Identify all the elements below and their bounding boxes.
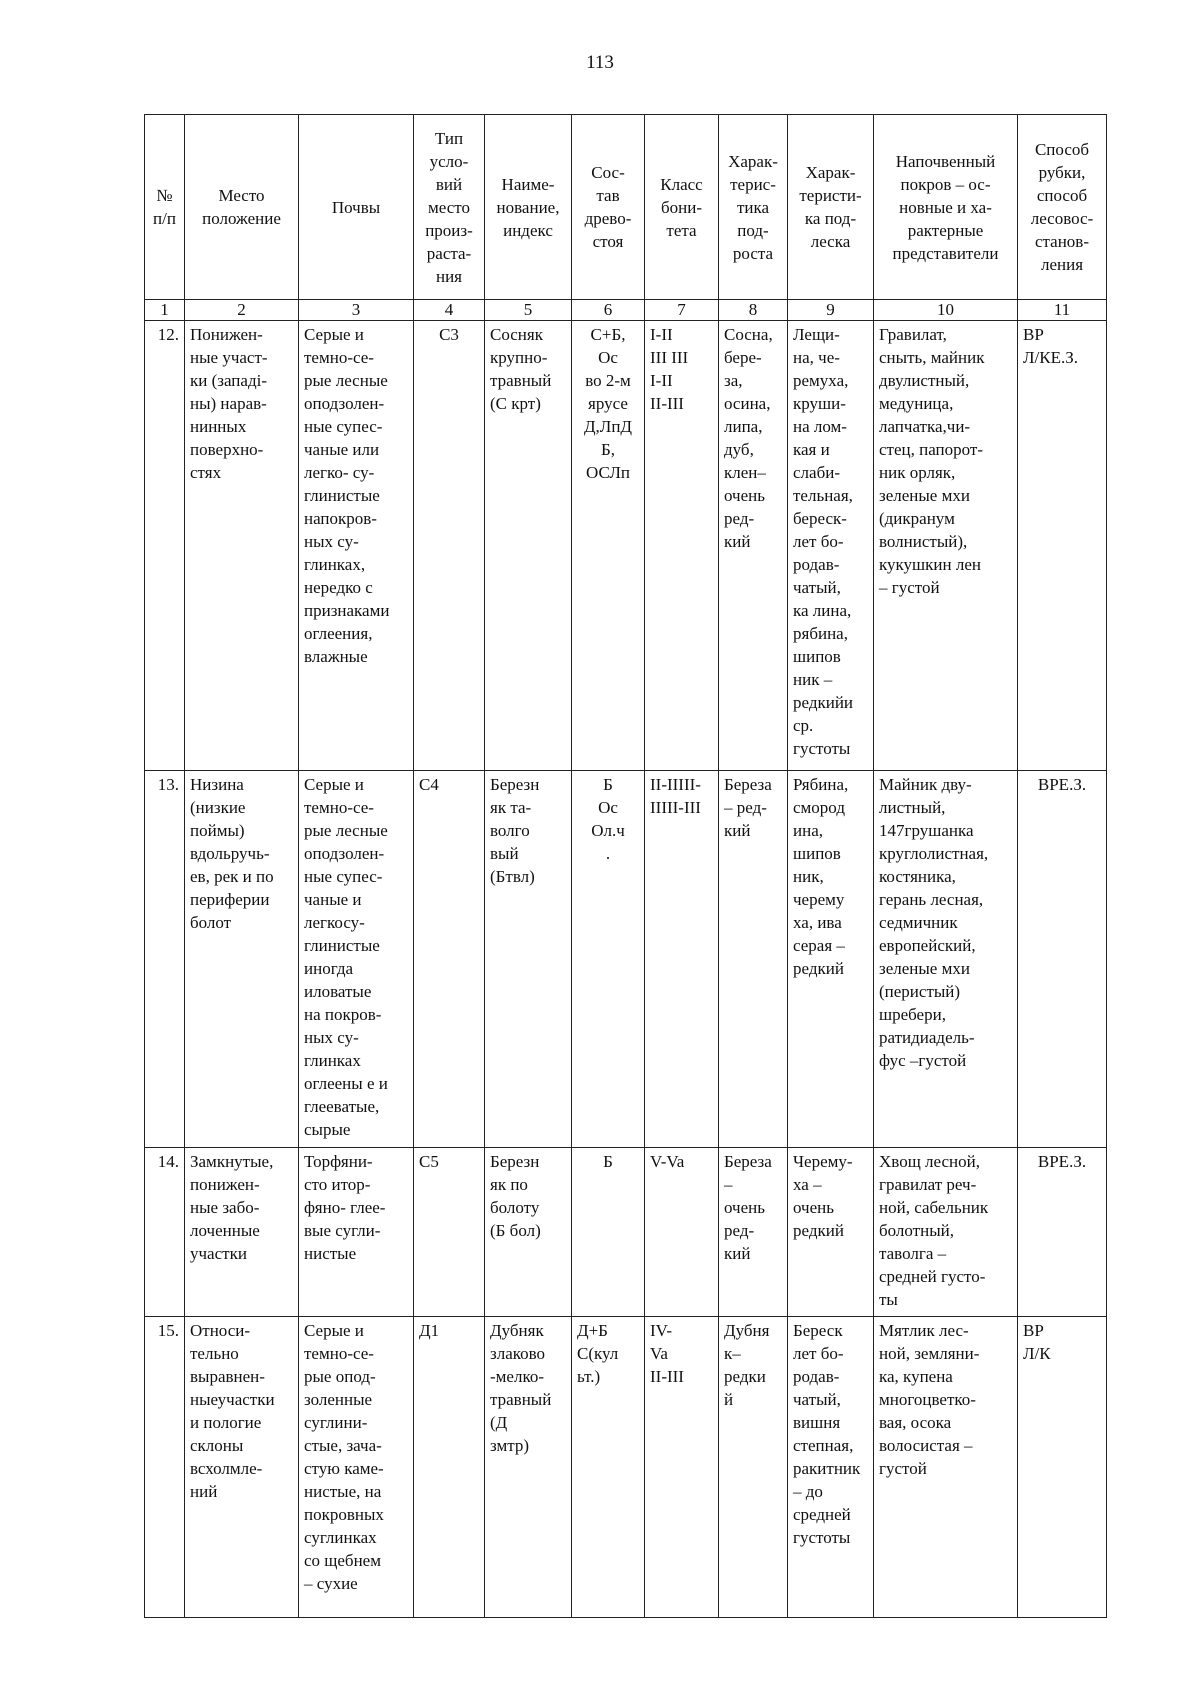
row-number: 14.: [145, 1148, 185, 1317]
ground-cover-cell: Гравилат, сныть, майник двулистный, медуница, лапчатка,чи- стец, папорот- ник орляк, зеленые мхи (дикранум волнистый), кукушкин лен – густой: [874, 321, 1018, 771]
header-cell-undergrowth: Харак- терис- тика под- роста: [719, 115, 788, 300]
header-cell-ground-cover: Напочвенный покров – ос- новные и ха- рактерные представители: [874, 115, 1018, 300]
type-cell: С5: [414, 1148, 485, 1317]
method-cell: ВР Л/К: [1018, 1317, 1107, 1618]
composition-cell: Б Ос Ол.ч .: [572, 771, 645, 1148]
header-cell-num: № п/п: [145, 115, 185, 300]
soils-cell: Серые и темно-се- рые опод- золенные суглини- стые, зача- стую каме- нистые, на покровных суглинках со щебнем – сухие: [299, 1317, 414, 1618]
header-cell-type: Тип усло- вий место произ- раста- ния: [414, 115, 485, 300]
bonitet-cell: I-II III III I-II II-III: [645, 321, 719, 771]
column-number: 11: [1018, 300, 1107, 321]
soils-cell: Серые и темно-се- рые лесные оподзолен- ные супес- чаные или легко- су- глинистые напокров- ных су- глинках, нередко с признаками оглеения, влажные: [299, 321, 414, 771]
location-cell: Замкнутые, понижен- ные забо- лоченные участки: [185, 1148, 299, 1317]
header-cell-method: Способ рубки, способ лесовос- станов- ления: [1018, 115, 1107, 300]
header-cell-name: Наиме- нование, индекс: [485, 115, 572, 300]
column-number: 5: [485, 300, 572, 321]
column-number: 6: [572, 300, 645, 321]
location-cell: Понижен- ные участ- ки (западі- ны) нарав- нинных поверхно- стях: [185, 321, 299, 771]
type-cell: Д1: [414, 1317, 485, 1618]
underbrush-cell: Береск лет бо- родав- чатый, вишня степная, ракитник – до средней густоты: [788, 1317, 874, 1618]
type-cell: С3: [414, 321, 485, 771]
name-cell: Березн як та- волго вый (Бтвл): [485, 771, 572, 1148]
table-row: [145, 1148, 1107, 1317]
forest-type-table: [144, 114, 1107, 1618]
table-row: [145, 1317, 1107, 1618]
method-cell: ВРЕ.З.: [1018, 1148, 1107, 1317]
column-number: 9: [788, 300, 874, 321]
soils-cell: Торфяни- сто итор- фяно- глее- вые сугли- нистые: [299, 1148, 414, 1317]
underbrush-cell: Рябина, смород ина, шипов ник, черему ха, ива серая – редкий: [788, 771, 874, 1148]
header-cell-soils: Почвы: [299, 115, 414, 300]
undergrowth-cell: Береза – ред- кий: [719, 771, 788, 1148]
method-cell: ВРЕ.З.: [1018, 771, 1107, 1148]
table-row: [145, 771, 1107, 1148]
ground-cover-cell: Мятлик лес- ной, земляни- ка, купена многоцветко- вая, осока волосистая – густой: [874, 1317, 1018, 1618]
bonitet-cell: V-Va: [645, 1148, 719, 1317]
type-cell: С4: [414, 771, 485, 1148]
header-row: [145, 115, 1107, 300]
undergrowth-cell: Береза – очень ред- кий: [719, 1148, 788, 1317]
bonitet-cell: II-IIIII- IIIII-III: [645, 771, 719, 1148]
location-cell: Относи- тельно выравнен- ныеучастки и пологие склоны всхолмле- ний: [185, 1317, 299, 1618]
column-number: 8: [719, 300, 788, 321]
column-number: 7: [645, 300, 719, 321]
column-number: 1: [145, 300, 185, 321]
header-cell-bonitet: Класс бони- тета: [645, 115, 719, 300]
column-number: 3: [299, 300, 414, 321]
composition-cell: С+Б, Ос во 2-м ярусе Д,ЛпД Б, ОСЛп: [572, 321, 645, 771]
undergrowth-cell: Дубня к– редки й: [719, 1317, 788, 1618]
name-cell: Дубняк злаково -мелко- травный (Д змтр): [485, 1317, 572, 1618]
name-cell: Березн як по болоту (Б бол): [485, 1148, 572, 1317]
header-cell-underbrush: Харак- теристи- ка под- леска: [788, 115, 874, 300]
soils-cell: Серые и темно-се- рые лесные оподзолен- ные супес- чаные и легкосу- глинистые иногда иловатые на покров- ных су- глинках оглеены е и глееватые, сырые: [299, 771, 414, 1148]
underbrush-cell: Черему- ха – очень редкий: [788, 1148, 874, 1317]
header-cell-composition: Сос- тав древо- стоя: [572, 115, 645, 300]
row-number: 15.: [145, 1317, 185, 1618]
ground-cover-cell: Хвощ лесной, гравилат реч- ной, сабельник болотный, таволга – средней густо- ты: [874, 1148, 1018, 1317]
column-number: 4: [414, 300, 485, 321]
undergrowth-cell: Сосна, бере- за, осина, липа, дуб, клен– очень ред- кий: [719, 321, 788, 771]
underbrush-cell: Лещи- на, че- ремуха, круши- на лом- кая и слаби- тельная, береск- лет бо- родав- чатый, ка лина, рябина, шипов ник – редкийи ср. густоты: [788, 321, 874, 771]
header-cell-location: Место положение: [185, 115, 299, 300]
column-number: 10: [874, 300, 1018, 321]
bonitet-cell: IV- Va II-III: [645, 1317, 719, 1618]
method-cell: ВР Л/КЕ.З.: [1018, 321, 1107, 771]
row-number: 12.: [145, 321, 185, 771]
composition-cell: Д+Б С(кул ьт.): [572, 1317, 645, 1618]
row-number: 13.: [145, 771, 185, 1148]
column-number: 2: [185, 300, 299, 321]
composition-cell: Б: [572, 1148, 645, 1317]
column-number-row: [145, 300, 1107, 321]
page-number: 113: [586, 52, 614, 73]
table-row: [145, 321, 1107, 771]
location-cell: Низина (низкие поймы) вдольручь- ев, рек и по периферии болот: [185, 771, 299, 1148]
ground-cover-cell: Майник дву- листный, 147грушанка круглолистная, костяника, герань лесная, седмичник европейский, зеленые мхи (перистый) шребери, ратидиадель- фус –густой: [874, 771, 1018, 1148]
name-cell: Сосняк крупно- травный (С крт): [485, 321, 572, 771]
